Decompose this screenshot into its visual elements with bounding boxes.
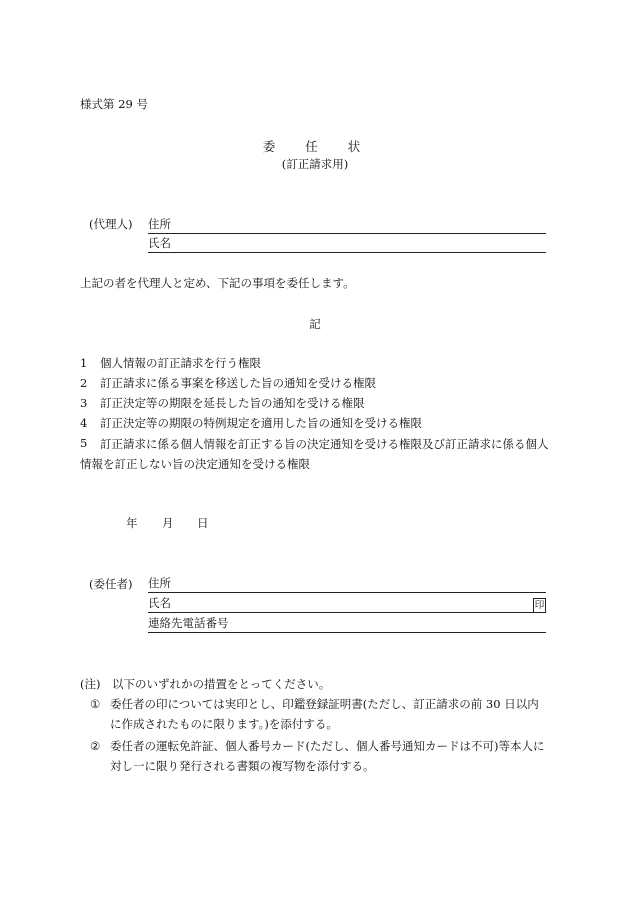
list-item <box>80 357 550 371</box>
list-item <box>80 417 550 431</box>
agent-address-label: 住所 <box>148 217 171 232</box>
list-item <box>80 434 550 474</box>
document-title: 委 任 状 <box>262 139 374 154</box>
date-day-label: 日 <box>197 516 209 530</box>
form-number: 様式第 29 号 <box>80 97 148 111</box>
item-number: 3 <box>80 396 88 410</box>
document-subtitle: (訂正請求用) <box>281 157 349 171</box>
agent-label: (代理人) <box>89 217 133 231</box>
agent-name-field[interactable] <box>148 236 546 253</box>
item-number: 4 <box>80 416 88 430</box>
principal-address-field[interactable] <box>148 576 546 593</box>
item-text: 個人情報の訂正請求を行う権限 <box>100 356 261 370</box>
list-item <box>80 377 550 391</box>
principal-name-field[interactable] <box>148 596 546 613</box>
note-text: 委任者の運転免許証、個人番号カード(ただし、個人番号通知カードは不可)等本人に対し一に限り発行される書類の複写物を添付する。 <box>110 739 545 773</box>
item-text: 訂正請求に係る個人情報を訂正する旨の決定通知を受ける権限及び訂正請求に係る個人情報を訂正しない旨の決定通知を受ける権限 <box>80 437 549 471</box>
item-text: 訂正請求に係る事案を移送した旨の通知を受ける権限 <box>100 376 376 390</box>
item-number: 2 <box>80 376 88 390</box>
principal-phone-label: 連絡先電話番号 <box>148 616 229 631</box>
item-number: 1 <box>80 356 88 370</box>
note-heading: (注) 以下のいずれかの措置をとってください。 <box>80 677 331 691</box>
agent-address-field[interactable] <box>148 217 546 234</box>
principal-address-label: 住所 <box>148 576 171 591</box>
item-text: 訂正決定等の期限を延長した旨の通知を受ける権限 <box>100 396 365 410</box>
date-month-label: 月 <box>162 516 174 530</box>
item-number: 5 <box>80 436 88 450</box>
date-year-label: 年 <box>126 516 138 530</box>
note-mark: ② <box>90 739 101 753</box>
principal-label: (委任者) <box>89 577 133 591</box>
seal-box: 印 <box>534 600 545 611</box>
agent-name-label: 氏名 <box>148 236 171 251</box>
principal-name-label: 氏名 <box>148 596 171 611</box>
item-text: 訂正決定等の期限の特例規定を適用した旨の通知を受ける権限 <box>100 416 422 430</box>
note-item <box>90 736 550 776</box>
principal-phone-field[interactable] <box>148 616 546 633</box>
ki-heading: 記 <box>309 317 321 331</box>
list-item <box>80 397 550 411</box>
note-mark: ① <box>90 697 101 711</box>
delegation-statement: 上記の者を代理人と定め、下記の事項を委任します。 <box>80 276 355 290</box>
note-item <box>90 694 550 734</box>
note-text: 委任者の印については実印とし、印鑑登録証明書(ただし、訂正請求の前 30 日以内に作成されたものに限ります。)を添付する。 <box>110 697 539 731</box>
